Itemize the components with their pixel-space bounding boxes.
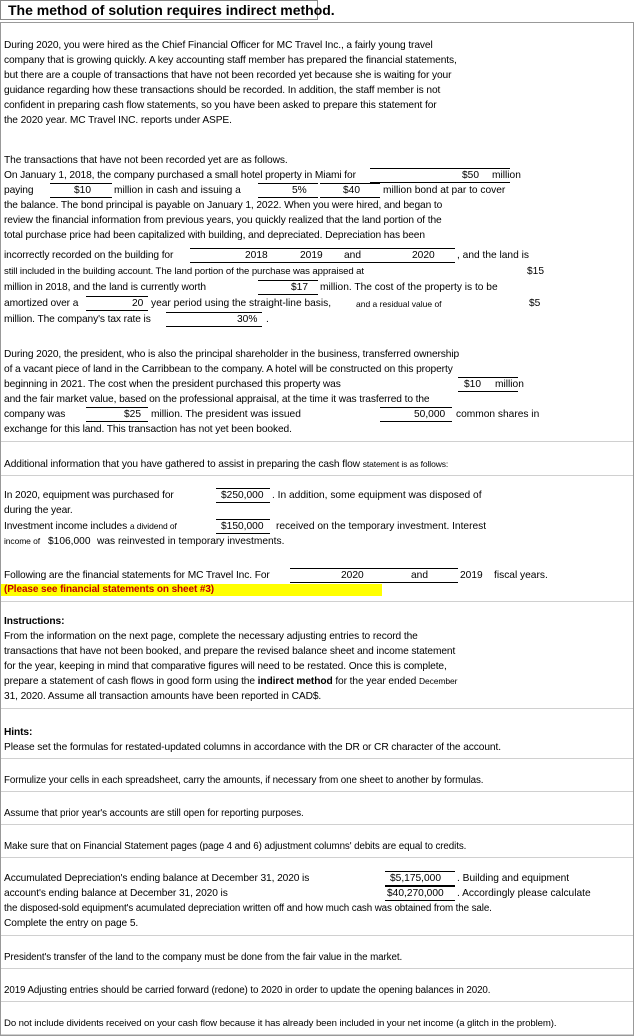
bond-rate: 5% <box>292 185 307 196</box>
additional-text: Investment income includes <box>4 521 128 532</box>
land-appraised-amount: $15 <box>527 266 544 277</box>
amortization-years: 20 <box>132 298 144 309</box>
instructions-text: December <box>418 676 458 686</box>
land-current-amount: $17 <box>291 282 308 293</box>
trans-line: the balance. The bond principal is payable on January 1, 2022. When you were hired, and began to <box>4 200 443 211</box>
fs-year-2019: 2019 <box>460 570 483 581</box>
accum-depreciation-balance: $5,175,000 <box>390 873 441 884</box>
president-line: company was <box>4 409 66 420</box>
president-line: beginning in 2021. The cost when the president purchased this property was <box>4 379 341 390</box>
president-line: of a vacant piece of land in the Carribbean to the company. A hotel will be constructed on this property <box>4 364 453 375</box>
trans-text: million bond at par to cover <box>383 185 506 196</box>
residual-value: $5 <box>529 298 541 309</box>
instructions-text: for the year ended <box>335 676 417 687</box>
instructions-line: 31, 2020. Assume all transaction amounts have been reported in CAD$. <box>4 691 322 702</box>
sheet-frame <box>0 22 634 1036</box>
trans-line: On January 1, 2018, the company purchased a small hotel property in Miami for <box>4 170 356 181</box>
additional-heading-b: statement is as follows: <box>362 459 449 469</box>
intro-line: but there are a couple of transactions that have not been recorded yet because she is waiting for your <box>4 70 452 81</box>
purchase-unit: million <box>492 170 521 181</box>
interest-amount: $106,000 <box>48 536 91 547</box>
trans-line: still included in the building account. The land portion of the purchase was appraised at <box>4 266 364 277</box>
fs-text: fiscal years. <box>494 570 548 581</box>
intro-line: guidance regarding how these transactions should be recorded. In addition, the staff member is not <box>4 85 441 96</box>
instructions-bold: indirect method <box>257 676 333 687</box>
building-equipment-balance: $40,270,000 <box>387 888 444 899</box>
hint-text: . Building and equipment <box>457 873 570 884</box>
year-2018: 2018 <box>245 250 268 261</box>
bond-amount: $40 <box>343 185 360 196</box>
trans-text: million in cash and issuing a <box>114 185 241 196</box>
president-text: common shares in <box>456 409 540 420</box>
instructions-heading: Instructions: <box>4 616 65 627</box>
trans-text: , and the land is <box>457 250 529 261</box>
cash-amount: $10 <box>74 185 91 196</box>
instructions-text: prepare a statement of cash flows in good form using the <box>4 676 255 687</box>
land-fair-value: $25 <box>124 409 141 420</box>
fs-year-2020: 2020 <box>341 570 364 581</box>
additional-line: during the year. <box>4 505 73 516</box>
year-2019: 2019 <box>300 250 323 261</box>
trans-line: paying <box>4 185 34 196</box>
trans-line: million in 2018, and the land is currently worth <box>4 282 206 293</box>
hint-line: Complete the entry on page 5. <box>4 918 139 929</box>
intro-line: confident in preparing cash flow statements, so you have been asked to prepare this statement for <box>4 100 437 111</box>
intro-line: During 2020, you were hired as the Chief Financial Officer for MC Travel Inc., a fairly young travel <box>4 40 433 51</box>
and-text: and <box>344 250 361 261</box>
president-cost-unit: million <box>495 379 524 390</box>
trans-text: million. The cost of the property is to be <box>320 282 498 293</box>
transactions-heading: The transactions that have not been recorded yet are as follows. <box>4 155 288 166</box>
additional-heading-a: Additional information that you have gathered to assist in preparing the cash flow <box>4 459 360 470</box>
instructions-line: From the information on the next page, complete the necessary adjusting entries to record the <box>4 631 418 642</box>
purchase-amount: $50 <box>462 170 479 181</box>
hint-line: account's ending balance at December 31, 2020 is <box>4 888 228 899</box>
intro-line: company that is growing quickly. A key accounting staff member has prepared the financial statements, <box>4 55 457 66</box>
additional-line: In 2020, equipment was purchased for <box>4 490 174 501</box>
trans-line: million. The company's tax rate is <box>4 314 151 325</box>
trans-text: . <box>266 314 269 325</box>
dividend-amount: $150,000 <box>221 521 264 532</box>
intro-line: the 2020 year. MC Travel INC. reports under ASPE. <box>4 115 232 126</box>
instructions-line: transactions that have not been booked, and prepare the revised balance sheet and income statement <box>4 646 456 657</box>
additional-text: a dividend of <box>129 521 177 531</box>
additional-text: . In addition, some equipment was disposed of <box>272 490 482 501</box>
additional-text: was reinvested in temporary investments. <box>97 536 285 547</box>
page-title: The method of solution requires indirect method. <box>8 2 335 18</box>
president-cost: $10 <box>464 379 481 390</box>
president-line: exchange for this land. This transaction has not yet been booked. <box>4 424 292 435</box>
hint-line: 2019 Adjusting entries should be carried forward (redone) to 2020 in order to update the opening balances in 2020. <box>4 985 491 996</box>
hint-text: . Accordingly please calculate <box>457 888 591 899</box>
hint-line: Formulize your cells in each spreadsheet, carry the amounts, if necessary from one sheet to another by formulas. <box>4 775 484 786</box>
hint-line: Accumulated Depreciation's ending balance at December 31, 2020 is <box>4 873 310 884</box>
additional-text: income of <box>4 536 40 546</box>
equipment-purchased: $250,000 <box>221 490 264 501</box>
fs-note: (Please see financial statements on sheet #3) <box>4 584 215 595</box>
hint-line: the disposed-sold equipment's acumulated depreciation written off and how much cash was obtained from the sale. <box>4 903 492 914</box>
hint-line: Assume that prior year's accounts are still open for reporting purposes. <box>4 808 304 819</box>
tax-rate: 30% <box>237 314 258 325</box>
president-line: and the fair market value, based on the professional appraisal, at the time it was trasferred to the <box>4 394 430 405</box>
trans-line: incorrectly recorded on the building for <box>4 250 174 261</box>
trans-text: year period using the straight-line basis, <box>151 298 332 309</box>
trans-line: total purchase price had been capitalized with building, and depreciated. Depreciation has been <box>4 230 425 241</box>
additional-text: received on the temporary investment. Interest <box>276 521 487 532</box>
year-2020: 2020 <box>412 250 435 261</box>
hint-line: Please set the formulas for restated-updated columns in accordance with the DR or CR character of the account. <box>4 742 501 753</box>
hint-line: President's transfer of the land to the company must be done from the fair value in the market. <box>4 952 403 963</box>
trans-line: review the financial information from previous years, you quickly realized that the land portion of the <box>4 215 442 226</box>
president-line: During 2020, the president, who is also the principal shareholder in the business, transferred ownership <box>4 349 460 360</box>
trans-line: amortized over a <box>4 298 79 309</box>
shares-issued: 50,000 <box>414 409 446 420</box>
hint-line: Make sure that on Financial Statement pages (page 4 and 6) adjustment columns' debits are equal to credits. <box>4 841 467 852</box>
trans-text: and a residual value of <box>356 299 442 309</box>
instructions-line: for the year, keeping in mind that comparative figures will need to be restated. Once this is complete, <box>4 661 447 672</box>
fs-line: Following are the financial statements for MC Travel Inc. For <box>4 570 270 581</box>
fs-and: and <box>411 570 428 581</box>
hints-heading: Hints: <box>4 727 33 738</box>
hint-line: Do not include dividents received on your cash flow because it has already been included in your net income (a glitch in the problem). <box>4 1018 557 1029</box>
president-text: million. The president was issued <box>151 409 301 420</box>
